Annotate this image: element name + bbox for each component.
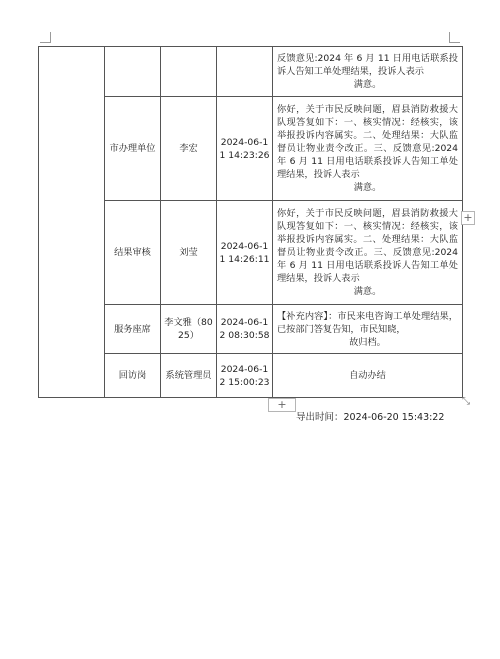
- table-resize-handle[interactable]: [460, 396, 472, 408]
- unit-cell: 回访岗: [105, 354, 161, 398]
- content-tail: 满意。: [353, 79, 382, 90]
- content-tail: 自动办结: [349, 370, 386, 381]
- content-text: 【补充内容】：市民来电咨询工单处理结果，已按部门答复告知，市民知晓，: [277, 310, 458, 335]
- unit-cell: 服务座席: [105, 305, 161, 354]
- unit-cell: 结果审核: [105, 201, 161, 305]
- content-tail: 故归档。: [349, 336, 386, 348]
- process-record-table: [38, 46, 463, 398]
- export-time: 导出时间：2024-06-20 15:43:22: [296, 412, 445, 423]
- resize-diagonal-icon: ⤡: [462, 396, 470, 407]
- add-row-button[interactable]: [268, 398, 296, 412]
- content-text: 你好，关于市民反映问题，眉县消防救援大队现答复如下：一、核实情况：经核实，该举报投诉内容属实。二、处理结果：大队监督员让物业责令改正。三、反馈意见:2024 年 6 月 11 日用电话联系投诉人告知工单处理结果，投诉人表示: [277, 104, 458, 180]
- content-cell: [273, 97, 463, 201]
- content-cell: [273, 47, 463, 97]
- content-cell: [273, 201, 463, 305]
- plus-icon: +: [463, 211, 473, 224]
- person-cell: 李文雅（8025）: [161, 305, 217, 354]
- merged-blank-cell: [39, 47, 105, 398]
- unit-cell: 市办理单位: [105, 97, 161, 201]
- add-column-button[interactable]: [461, 211, 475, 225]
- person-cell: 系统管理员: [161, 354, 217, 398]
- time-cell: 2024-06-1 1 14:26:11: [217, 201, 273, 305]
- content-cell: [273, 354, 463, 398]
- person-cell: 刘莹: [161, 201, 217, 305]
- content-cell: [273, 305, 463, 354]
- plus-icon: +: [277, 398, 287, 411]
- page-corner-mark-right: [449, 32, 460, 43]
- content-tail: 满意。: [353, 286, 382, 297]
- content-text: 反馈意见:2024 年 6 月 11 日用电话联系投诉人告知工单处理结果，投诉人表示: [277, 53, 458, 77]
- person-cell: 李宏: [161, 97, 217, 201]
- person-cell: [161, 47, 217, 97]
- unit-cell: [105, 47, 161, 97]
- time-cell: [217, 47, 273, 97]
- content-tail: 满意。: [353, 182, 382, 193]
- table-row: [39, 47, 463, 97]
- time-cell: 2024-06-1 2 08:30:58: [217, 305, 273, 354]
- time-cell: 2024-06-1 2 15:00:23: [217, 354, 273, 398]
- time-cell: 2024-06-1 1 14:23:26: [217, 97, 273, 201]
- content-text: 你好，关于市民反映问题，眉县消防救援大队现答复如下：一、核实情况：经核实，该举报投诉内容属实。二、处理结果：大队监督员让物业责令改正。三、反馈意见:2024 年 6 月 11 日用电话联系投诉人告知工单处理结果，投诉人表示: [277, 208, 458, 284]
- page-corner-mark-left: [40, 32, 51, 43]
